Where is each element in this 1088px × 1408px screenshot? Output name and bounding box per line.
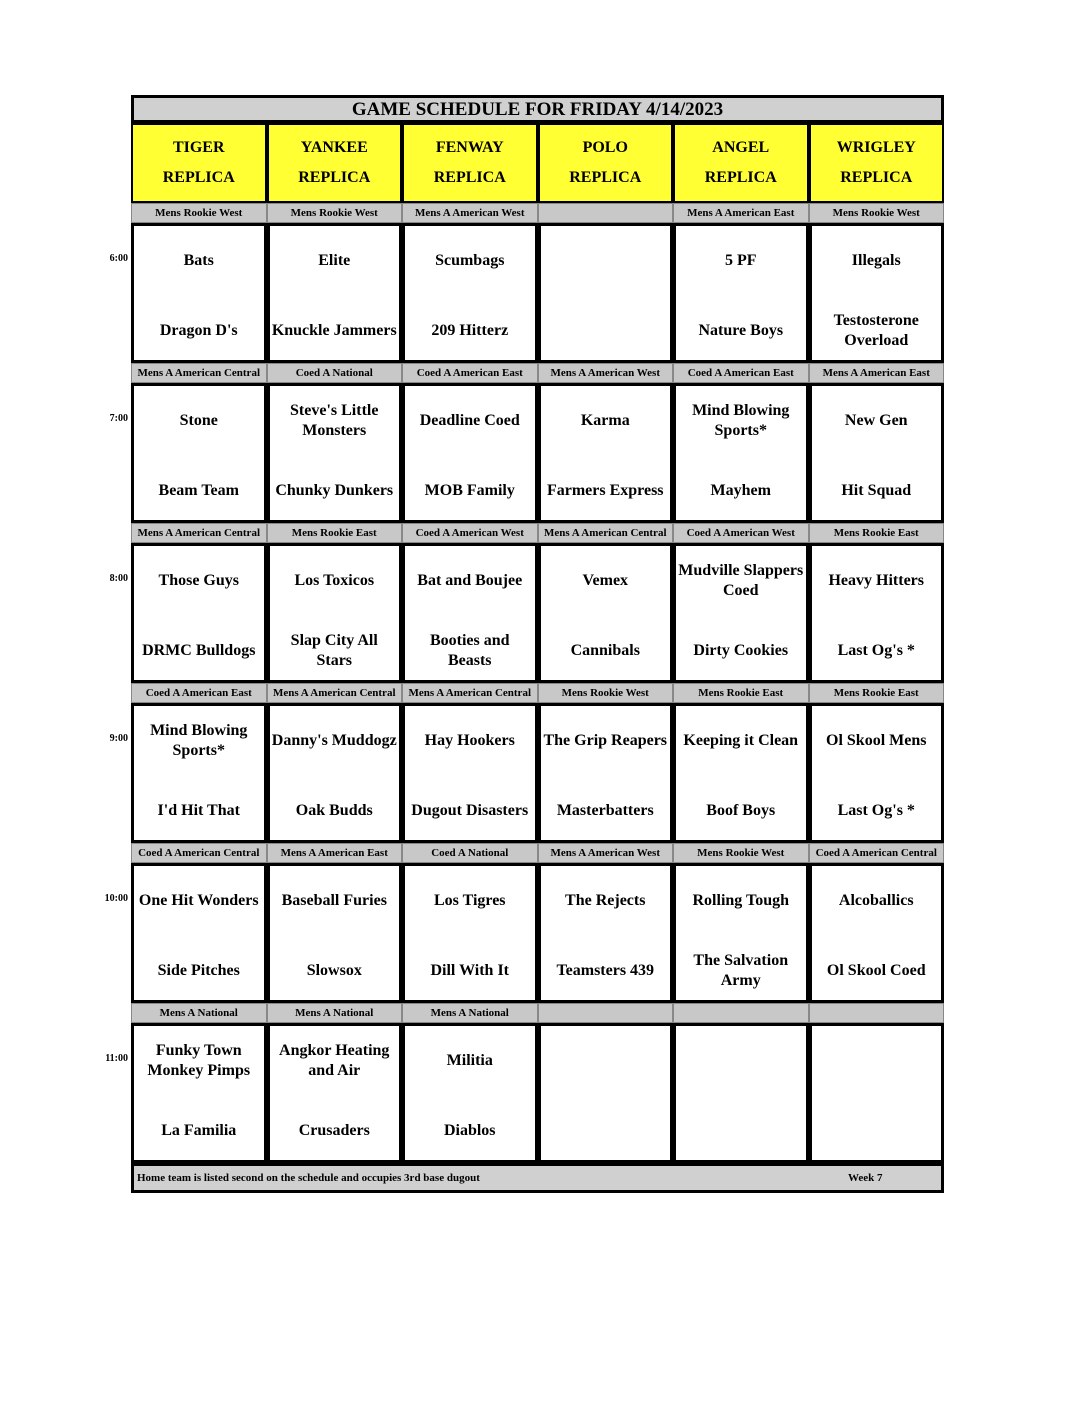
- away-team: The Rejects: [565, 892, 646, 909]
- game-cell: [402, 543, 538, 683]
- division-label: Mens A American West: [402, 203, 538, 223]
- game-cell: [809, 223, 945, 363]
- away-team: Bats: [183, 252, 214, 269]
- division-label: Mens Rookie East: [673, 683, 809, 703]
- game-cell: [131, 703, 267, 843]
- home-team: Hit Squad: [841, 482, 912, 499]
- time-label: 7:00: [109, 413, 128, 424]
- division-label: Mens Rookie West: [538, 683, 674, 703]
- away-team: Rolling Tough: [692, 892, 789, 909]
- game-cell: [538, 703, 674, 843]
- game-cell: [267, 543, 403, 683]
- schedule-table: [104, 95, 944, 1193]
- home-team: Cannibals: [570, 642, 640, 659]
- division-label: Coed A American East: [673, 363, 809, 383]
- field-sub: REPLICA: [569, 169, 642, 186]
- home-team: Knuckle Jammers: [271, 322, 397, 339]
- division-label: Mens A National: [402, 1003, 538, 1023]
- game-row: [131, 863, 944, 1003]
- division-row: [131, 683, 944, 703]
- game-row: [131, 703, 944, 843]
- field-header-row: [131, 123, 944, 203]
- home-team: Last Og's *: [837, 802, 915, 819]
- home-team: Dill With It: [430, 962, 510, 979]
- away-team: Angkor Heating and Air: [279, 1042, 390, 1079]
- game-row: [131, 543, 944, 683]
- home-team: Slap City All Stars: [290, 632, 378, 669]
- field-name: TIGER: [172, 139, 225, 156]
- division-row: [131, 523, 944, 543]
- game-cell: [673, 383, 809, 523]
- away-team: Los Toxicos: [294, 572, 375, 589]
- timeslot-block: [109, 683, 944, 843]
- away-team: Mind Blowing Sports*: [692, 402, 790, 439]
- time-label: 9:00: [109, 733, 128, 744]
- division-label: Mens Rookie West: [267, 203, 403, 223]
- away-team: Illegals: [851, 252, 901, 269]
- timeslot-block: [104, 843, 944, 1003]
- field-header-wrigley: [809, 123, 945, 203]
- away-team: [676, 1036, 806, 1086]
- game-cell: [673, 543, 809, 683]
- game-row: [131, 223, 944, 363]
- timeslot-block: [109, 363, 944, 523]
- home-team: Boof Boys: [706, 802, 776, 819]
- schedule-title: GAME SCHEDULE FOR FRIDAY 4/14/2023: [131, 95, 944, 123]
- away-team: Alcoballics: [838, 892, 914, 909]
- division-label: Mens Rookie West: [809, 203, 945, 223]
- away-team: Bat and Boujee: [417, 572, 523, 589]
- away-team: [812, 1036, 942, 1086]
- away-team: Ol Skool Mens: [826, 732, 927, 749]
- division-label: Mens Rookie West: [131, 203, 267, 223]
- time-label: 10:00: [104, 893, 128, 904]
- away-team: One Hit Wonders: [138, 892, 259, 909]
- field-sub: REPLICA: [840, 169, 913, 186]
- timeslot-block: [109, 203, 944, 363]
- game-cell: [538, 543, 674, 683]
- home-team: Testosterone Overload: [833, 312, 919, 349]
- time-label: 11:00: [105, 1053, 128, 1064]
- home-team: Last Og's *: [837, 642, 915, 659]
- away-team: Karma: [580, 412, 630, 429]
- game-cell: [538, 223, 674, 363]
- away-team: Deadline Coed: [419, 412, 520, 429]
- division-label: Coed A American West: [402, 523, 538, 543]
- game-cell: [809, 543, 945, 683]
- away-team: Mudville Slappers Coed: [678, 562, 804, 599]
- game-cell: [673, 703, 809, 843]
- home-team: DRMC Bulldogs: [142, 642, 256, 659]
- game-cell: [809, 703, 945, 843]
- away-team: Keeping it Clean: [683, 732, 799, 749]
- game-row: [131, 1023, 944, 1163]
- game-cell: [402, 1023, 538, 1163]
- away-team: Militia: [446, 1052, 493, 1069]
- field-name: WRIGLEY: [836, 139, 916, 156]
- field-header-polo: [538, 123, 674, 203]
- home-team: Farmers Express: [546, 482, 664, 499]
- game-cell: [267, 223, 403, 363]
- field-name: POLO: [582, 139, 628, 156]
- home-team: Chunky Dunkers: [275, 482, 394, 499]
- game-cell: [402, 383, 538, 523]
- home-team: I'd Hit That: [157, 802, 240, 819]
- division-label: Mens A American Central: [538, 523, 674, 543]
- division-label: [538, 203, 674, 223]
- division-label: Mens A American West: [538, 843, 674, 863]
- away-team: Mind Blowing Sports*: [150, 722, 248, 759]
- away-team: [541, 1036, 671, 1086]
- division-label: Coed A American West: [673, 523, 809, 543]
- home-team: [541, 1106, 671, 1156]
- home-team: Oak Budds: [295, 802, 373, 819]
- game-cell: [538, 863, 674, 1003]
- division-row: [131, 363, 944, 383]
- division-label: [673, 1003, 809, 1023]
- home-team: Crusaders: [298, 1122, 370, 1139]
- field-name: YANKEE: [300, 139, 368, 156]
- away-team: Those Guys: [158, 572, 239, 589]
- home-team: MOB Family: [424, 482, 515, 499]
- home-team: Dragon D's: [159, 322, 238, 339]
- away-team: Elite: [318, 252, 351, 269]
- away-team: Baseball Furies: [281, 892, 387, 909]
- division-row: [131, 1003, 944, 1023]
- division-label: Mens A National: [131, 1003, 267, 1023]
- field-sub: REPLICA: [704, 169, 777, 186]
- home-team: Side Pitches: [157, 962, 240, 979]
- home-team: Mayhem: [710, 482, 771, 499]
- away-team: Vemex: [582, 572, 629, 589]
- game-cell: [131, 223, 267, 363]
- field-header-fenway: [402, 123, 538, 203]
- away-team: Scumbags: [435, 252, 505, 269]
- away-team: New Gen: [844, 412, 908, 429]
- division-row: [131, 843, 944, 863]
- division-label: Coed A National: [402, 843, 538, 863]
- division-label: Coed A American East: [402, 363, 538, 383]
- away-team: [541, 236, 671, 286]
- division-label: [809, 1003, 945, 1023]
- division-label: Mens A American Central: [131, 363, 267, 383]
- away-team: The Grip Reapers: [543, 732, 668, 749]
- away-team: Funky Town Monkey Pimps: [147, 1042, 251, 1079]
- division-label: Mens A American East: [809, 363, 945, 383]
- division-label: Mens Rookie East: [809, 523, 945, 543]
- away-team: Los Tigres: [433, 892, 506, 909]
- field-sub: REPLICA: [298, 169, 371, 186]
- field-header-tiger: [131, 123, 267, 203]
- away-team: Heavy Hitters: [828, 572, 925, 589]
- game-cell: [538, 383, 674, 523]
- division-label: Mens Rookie East: [267, 523, 403, 543]
- home-team: Diablos: [443, 1122, 496, 1139]
- division-label: Mens A American East: [673, 203, 809, 223]
- timeslot-block: [109, 523, 944, 683]
- game-cell: [673, 1023, 809, 1163]
- footer-note: Home team is listed second on the schedule and occupies 3rd base dugout: [137, 1172, 480, 1184]
- game-row: [131, 383, 944, 523]
- home-team: Dugout Disasters: [411, 802, 529, 819]
- game-cell: [267, 863, 403, 1003]
- away-team: Hay Hookers: [424, 732, 515, 749]
- home-team: Teamsters 439: [556, 962, 655, 979]
- home-team: Ol Skool Coed: [826, 962, 926, 979]
- home-team: [541, 306, 671, 356]
- game-cell: [131, 863, 267, 1003]
- game-cell: [131, 543, 267, 683]
- field-header-angel: [673, 123, 809, 203]
- home-team: La Familia: [161, 1122, 237, 1139]
- timeslot-list: [104, 203, 944, 1163]
- home-team: 209 Hitterz: [431, 322, 509, 339]
- game-cell: [809, 1023, 945, 1163]
- home-team: Masterbatters: [556, 802, 654, 819]
- division-label: Coed A National: [267, 363, 403, 383]
- game-cell: [267, 383, 403, 523]
- away-team: Steve's Little Monsters: [290, 402, 379, 439]
- home-team: Slowsox: [306, 962, 362, 979]
- game-cell: [809, 383, 945, 523]
- division-label: Mens A American Central: [131, 523, 267, 543]
- schedule-footer: [131, 1163, 944, 1193]
- week-label: Week 7: [848, 1172, 883, 1184]
- game-cell: [538, 1023, 674, 1163]
- away-team: Stone: [179, 412, 218, 429]
- division-label: Mens Rookie West: [673, 843, 809, 863]
- home-team: Dirty Cookies: [693, 642, 789, 659]
- field-name: ANGEL: [712, 139, 770, 156]
- home-team: Beam Team: [158, 482, 239, 499]
- division-label: Mens Rookie East: [809, 683, 945, 703]
- game-cell: [267, 703, 403, 843]
- division-label: [538, 1003, 674, 1023]
- division-label: Mens A American East: [267, 843, 403, 863]
- division-label: Mens A American West: [538, 363, 674, 383]
- field-sub: REPLICA: [433, 169, 506, 186]
- field-sub: REPLICA: [162, 169, 235, 186]
- away-team: Danny's Muddogz: [271, 732, 397, 749]
- home-team: The Salvation Army: [693, 952, 789, 989]
- game-cell: [402, 223, 538, 363]
- game-cell: [267, 1023, 403, 1163]
- game-cell: [131, 1023, 267, 1163]
- away-team: 5 PF: [724, 252, 757, 269]
- game-cell: [673, 223, 809, 363]
- game-cell: [809, 863, 945, 1003]
- division-label: Mens A American Central: [267, 683, 403, 703]
- game-cell: [402, 863, 538, 1003]
- division-label: Coed A American East: [131, 683, 267, 703]
- division-label: Coed A American Central: [809, 843, 945, 863]
- division-row: [131, 203, 944, 223]
- home-team: Booties and Beasts: [429, 632, 510, 669]
- game-cell: [673, 863, 809, 1003]
- timeslot-block: [105, 1003, 944, 1163]
- time-label: 6:00: [109, 253, 128, 264]
- time-label: 8:00: [109, 573, 128, 584]
- game-cell: [131, 383, 267, 523]
- home-team: [676, 1106, 806, 1156]
- game-cell: [402, 703, 538, 843]
- home-team: [812, 1106, 942, 1156]
- division-label: Mens A National: [267, 1003, 403, 1023]
- field-name: FENWAY: [435, 139, 504, 156]
- division-label: Mens A American Central: [402, 683, 538, 703]
- division-label: Coed A American Central: [131, 843, 267, 863]
- home-team: Nature Boys: [698, 322, 784, 339]
- field-header-yankee: [267, 123, 403, 203]
